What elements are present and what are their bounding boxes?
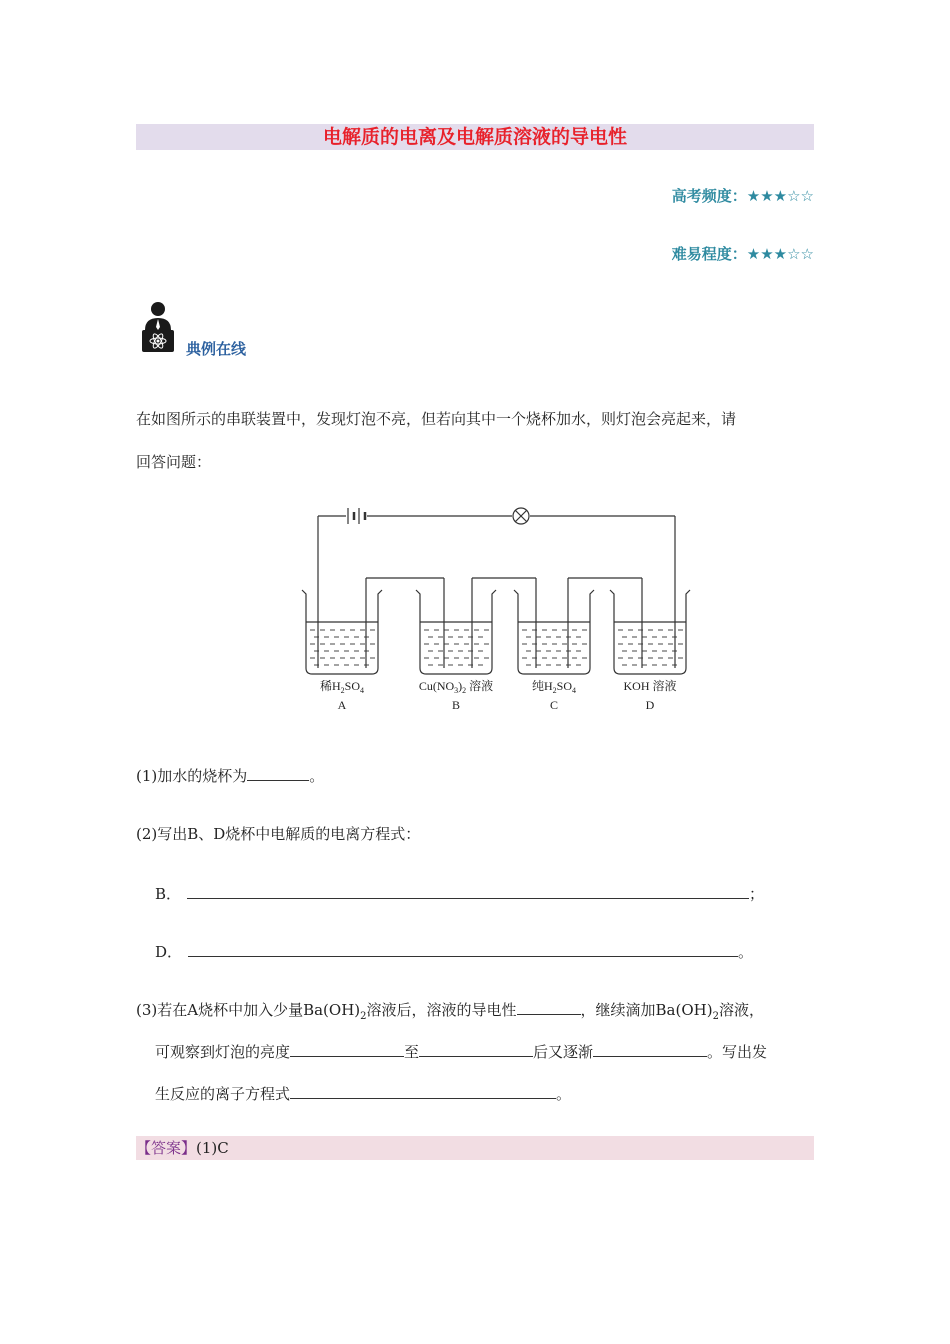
beaker-label-A: 稀$H_2SO_4$: [319, 679, 365, 695]
section-label: 典例在线: [186, 340, 247, 358]
q3-l3-a: 生反应的离子方程式: [155, 1085, 291, 1103]
difficulty-rating: [672, 243, 814, 264]
teacher-icon: [140, 300, 176, 354]
question-2: (2)写出B、D烧杯中电解质的电离方程式：: [136, 825, 421, 843]
q1-text: (1)加水的烧杯为: [136, 767, 248, 785]
q3-l3-b: 。: [556, 1085, 572, 1103]
page-title: 电解质的电离及电解质溶液的导电性: [322, 126, 627, 148]
q2d-label: D．: [155, 943, 183, 961]
q3-l2-b: 至: [404, 1043, 420, 1061]
q3-l2-d: 。写出发: [707, 1043, 768, 1061]
difficulty-label: 难易程度：: [671, 245, 747, 263]
question-2b: [155, 882, 764, 905]
q2d-blank[interactable]: [188, 940, 738, 957]
question-1: [136, 764, 324, 787]
q3-l2-a: 可观察到灯泡的亮度: [155, 1043, 291, 1061]
q3-sub-1: 2: [360, 1011, 367, 1022]
q3-l2-c: 后又逐渐: [533, 1043, 594, 1061]
question-3-line3: [155, 1082, 571, 1105]
frequency-rating: [672, 185, 814, 206]
beaker-B: [416, 590, 496, 674]
q3-text-a: (3)若在A烧杯中加入少量Ba(OH): [136, 1001, 361, 1019]
q3-blank-3[interactable]: [419, 1040, 533, 1057]
frequency-label: 高考频度：: [671, 187, 747, 205]
circuit-diagram: [296, 498, 696, 718]
q3-text-c: ，继续滴加Ba(OH): [580, 1001, 713, 1019]
beaker-D: [610, 590, 690, 674]
answer-tag: 【答案】: [136, 1139, 197, 1157]
question-2d: [155, 940, 753, 963]
beaker-label-C: 纯$H_2SO_4$: [531, 679, 577, 695]
q3-sub-2: 2: [712, 1011, 719, 1022]
beaker-letter-C: C: [549, 698, 559, 712]
q3-blank-1[interactable]: [517, 998, 581, 1015]
question-intro-line2: 回答问题：: [136, 453, 212, 471]
q1-end: 。: [309, 767, 325, 785]
q1-blank[interactable]: [247, 764, 309, 781]
beaker-letter-A: A: [337, 698, 347, 712]
q2b-label: B．: [155, 885, 182, 903]
answer-bar: [136, 1136, 814, 1160]
q3-blank-4[interactable]: [593, 1040, 707, 1057]
question-intro-line1: 在如图所示的串联装置中，发现灯泡不亮，但若向其中一个烧杯加水，则灯泡会亮起来，请: [136, 410, 737, 428]
q2b-end: ；: [749, 885, 765, 903]
title-bar: [136, 124, 814, 150]
q2b-blank[interactable]: [187, 882, 749, 899]
beaker-label-B: $Cu(NO_3)_2$ 溶液: [418, 679, 494, 695]
question-3-line1: [136, 998, 764, 1028]
beaker-letter-B: B: [451, 698, 461, 712]
answer-text: (1)C: [196, 1139, 229, 1157]
difficulty-stars: ★★★☆☆: [746, 245, 814, 263]
q3-blank-2[interactable]: [290, 1040, 404, 1057]
q3-text-d: 溶液，: [718, 1001, 764, 1019]
q2d-end: 。: [738, 943, 754, 961]
q3-text-b: 溶液后，溶液的导电性: [366, 1001, 517, 1019]
beaker-C: [514, 590, 594, 674]
q3-blank-5[interactable]: [290, 1082, 556, 1099]
question-3-line2: [155, 1040, 767, 1063]
frequency-stars: ★★★☆☆: [746, 187, 814, 205]
beaker-letter-D: D: [645, 698, 655, 712]
beaker-label-D: KOH 溶液: [623, 679, 677, 693]
beaker-A: [302, 590, 382, 674]
